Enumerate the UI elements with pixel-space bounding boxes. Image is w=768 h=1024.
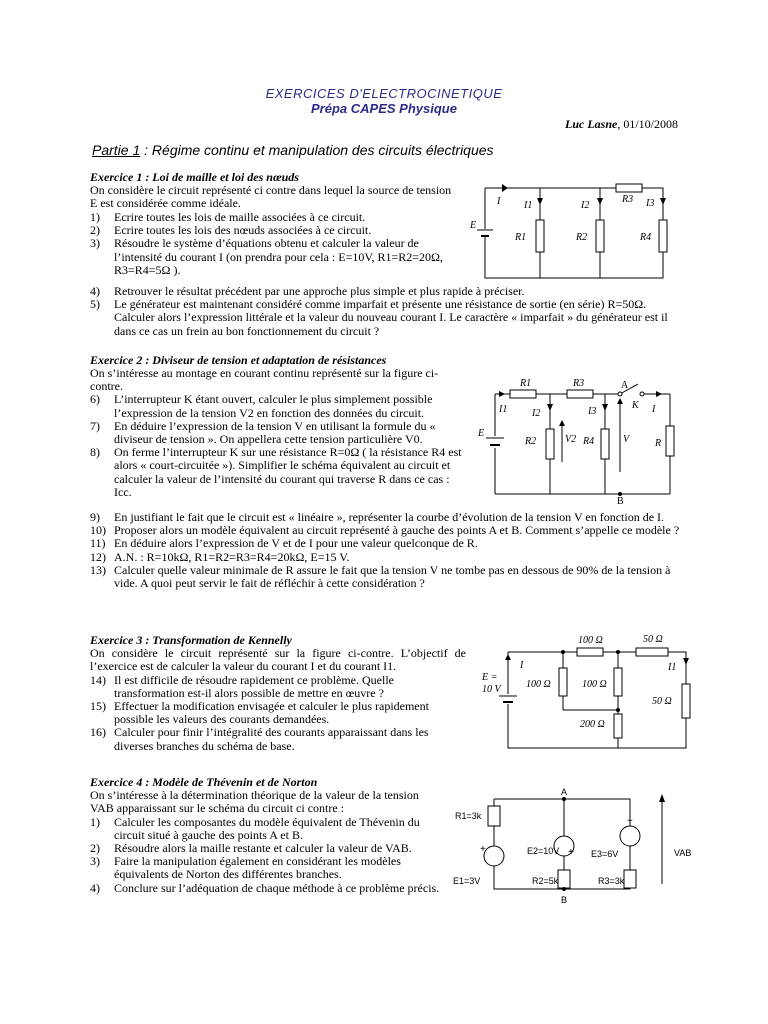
list-text: On ferme l’interrupteur K sur une résistance R=0Ω ( la résistance R4 est alors « court-circuitée »). Simplifier le schéma équivalent au circuit et calculer la valeur de l’intensité du courant qui traverse R dans ce cas : Icc. <box>114 445 462 499</box>
list-item <box>90 816 440 842</box>
ex2-fig-i3: I3 <box>588 406 597 417</box>
ex1-title: Exercice 1 : Loi de maille et loi des nœuds <box>90 170 299 184</box>
ex1-fig-i1: I1 <box>524 200 533 211</box>
ex4-fig-e2: E2=10V <box>527 846 560 856</box>
ex3-fig-i: I <box>520 660 524 671</box>
ex2-fig-r3: R3 <box>573 378 585 389</box>
ex3-text <box>90 634 466 753</box>
ex4-fig-plus1: + <box>480 844 486 855</box>
list-text: Résoudre le système d’équations obtenu et calculer la valeur de l’intensité du courant I (on prendra pour cela : E=10V, R1=R2=20Ω, R3=R4=5Ω ). <box>114 236 443 277</box>
list-number: 16) <box>90 725 106 740</box>
ex2-fig-i: I <box>652 404 656 415</box>
list-number: 15) <box>90 699 106 714</box>
list-number: 14) <box>90 672 106 687</box>
list-number: 4) <box>90 284 100 298</box>
ex4-intro: On s’intéresse à la détermination théorique de la valeur de la tension VAB apparaissant sur le schéma du circuit ci contre : <box>90 788 419 816</box>
ex4-fig-plus2: + <box>568 847 574 858</box>
list-item <box>90 298 680 338</box>
ex1-fig-e: E <box>470 220 477 231</box>
ex2-fig-r4: R4 <box>583 436 595 447</box>
list-text: En déduire l’expression de la tension V en utilisant la formule du « diviseur de tension ». On appellera cette tension particulière V0. <box>114 418 436 447</box>
ex4-title: Exercice 4 : Modèle de Thévenin et de Norton <box>90 775 318 789</box>
list-item <box>90 700 466 726</box>
ex2-title: Exercice 2 : Diviseur de tension et adaptation de résistances <box>90 353 387 367</box>
ex3-fig-50a: 50 Ω <box>643 634 663 645</box>
list-number: 5) <box>90 297 100 312</box>
list-item <box>90 393 462 419</box>
list-item <box>90 564 680 590</box>
list-number: 13) <box>90 562 106 577</box>
ex4-fig-b: B <box>561 895 568 905</box>
list-text: Calculer les composantes du modèle équivalent de Thévenin du circuit situé à gauche des points A et B. <box>114 814 420 842</box>
list-number: 3) <box>90 236 100 251</box>
part-text: : Régime continu et manipulation des circuits électriques <box>140 142 494 158</box>
ex2-fig-v: V <box>623 434 630 445</box>
list-text: Il est difficile de résoudre rapidement ce problème. Quelle transformation est-il alors possible de mettre en œuvre ? <box>114 672 394 700</box>
ex4-circuit <box>452 784 716 908</box>
list-number: 10) <box>90 523 106 538</box>
ex2-text-b <box>90 511 680 590</box>
ex1-fig-r1: R1 <box>515 232 527 243</box>
list-item <box>90 420 462 446</box>
ex1-fig-r4: R4 <box>640 232 652 243</box>
ex2-fig-r1: R1 <box>520 378 532 389</box>
ex2-fig-i2: I2 <box>532 408 541 419</box>
list-text: Calculer pour finir l’intégralité des courants apparaissant dans les diverses branches du schéma de base. <box>114 725 429 753</box>
list-text: Calculer quelle valeur minimale de R assure le fait que la tension V ne tombe pas en dessous de 90% de la tension à vide. A quoi peut servir le fait de réfléchir à cette considération ? <box>114 562 671 591</box>
ex4-fig-plus3: + <box>627 816 633 827</box>
ex1-list-a <box>90 211 452 277</box>
list-item <box>90 882 440 895</box>
ex4-fig-vab: VAB <box>674 848 692 858</box>
ex1-circuit <box>460 178 680 288</box>
ex3-fig-100b: 100 Ω <box>526 679 551 690</box>
ex1-intro: On considère le circuit représenté ci contre dans lequel la source de tension E est considérée comme idéale. <box>90 183 452 211</box>
ex4-fig-a: A <box>561 787 568 797</box>
ex2-fig-a: A <box>621 380 629 391</box>
ex1-arrow-i <box>502 184 508 192</box>
author-date: , 01/10/2008 <box>617 117 678 131</box>
ex2-circuit <box>470 374 690 506</box>
list-text: A.N. : R=10kΩ, R1=R2=R3=R4=20kΩ, E=15 V. <box>114 549 350 564</box>
ex4-fig-r2: R2=5k <box>532 876 559 886</box>
author-line <box>565 117 678 132</box>
ex1-fig-r2: R2 <box>576 232 588 243</box>
ex4-fig-r3: R3=3k <box>598 876 625 886</box>
list-number: 7) <box>90 418 100 433</box>
list-number: 4) <box>90 880 100 895</box>
list-text: En justifiant le fait que le circuit est « linéaire », représenter la courbe d’évolution de la tension V en fonction de I. <box>114 510 665 524</box>
list-text: Résoudre alors la maille restante et calculer la valeur de VAB. <box>114 841 412 856</box>
list-item <box>90 446 462 499</box>
list-text: Faire la manipulation également en considérant les modèles équivalents de Norton des différentes branches. <box>114 854 401 882</box>
doc-subtitle: Prépa CAPES Physique <box>311 101 457 116</box>
list-number: 8) <box>90 445 100 460</box>
doc-title: EXERCICES D'ELECTROCINETIQUE <box>265 86 503 101</box>
ex3-fig-e1: E = <box>482 672 498 683</box>
ex1-fig-r3: R3 <box>622 194 634 205</box>
list-number: 11) <box>90 536 106 551</box>
list-text: Ecrire toutes les lois de maille associées à ce circuit. <box>114 210 366 224</box>
ex1-list-b <box>90 285 680 338</box>
ex4-fig-e1: E1=3V <box>453 876 481 886</box>
ex3-fig-100a: 100 Ω <box>578 635 603 646</box>
ex1-fig-i3: I3 <box>646 198 655 209</box>
ex3-fig-100c: 100 Ω <box>582 679 607 690</box>
list-text: Le générateur est maintenant considéré comme imparfait et présente une résistance de sortie (en série) R=50Ω. Calculer alors l’expression littérale et la valeur du nouveau courant I. Le caractère « imparfait » du générateur est il dans ce cas un frein au bon fonctionnement du circuit ? <box>114 297 668 338</box>
list-text: Effectuer la modification envisagée et calculer le plus rapidement possible les valeurs des courants demandées. <box>114 699 429 727</box>
ex2-text-a <box>90 367 462 499</box>
ex1-text-top <box>90 171 452 211</box>
list-number: 2) <box>90 223 100 238</box>
list-number: 12) <box>90 549 106 564</box>
ex4-fig-r1: R1=3k <box>455 811 482 821</box>
ex3-fig-e2: 10 V <box>482 684 501 695</box>
ex3-fig-200: 200 Ω <box>580 719 605 730</box>
list-number: 1) <box>90 210 100 224</box>
list-item <box>90 674 466 700</box>
list-number: 1) <box>90 814 100 829</box>
part-label: Partie 1 <box>92 142 141 158</box>
ex2-fig-k: K <box>632 400 639 411</box>
ex2-fig-b: B <box>617 496 624 506</box>
ex4-fig-e3: E3=6V <box>591 849 619 859</box>
ex1-fig-i2: I2 <box>581 200 590 211</box>
ex3-circuit <box>478 630 698 755</box>
ex2-fig-v2: V2 <box>565 434 577 445</box>
list-text: Conclure sur l’adéquation de chaque méthode à ce problème précis. <box>114 880 440 895</box>
ex2-fig-r2: R2 <box>525 436 537 447</box>
ex2-intro: On s’intéresse au montage en courant continu représenté sur la figure ci-contre. <box>90 366 439 394</box>
ex1-fig-i: I <box>497 196 501 207</box>
ex4-text <box>90 776 440 895</box>
ex2-fig-e: E <box>478 428 485 439</box>
list-text: Retrouver le résultat précédent par une approche plus simple et plus rapide à préciser. <box>114 284 525 298</box>
ex2-fig-i1: I1 <box>499 404 508 415</box>
ex3-title: Exercice 3 : Transformation de Kennelly <box>90 633 292 647</box>
list-item <box>90 855 440 881</box>
ex3-intro: On considère le circuit représenté sur la figure ci-contre. L’objectif de l’exercice est de calculer la valeur du courant I et du courant I1. <box>90 646 466 674</box>
list-number: 2) <box>90 841 100 856</box>
list-text: Proposer alors un modèle équivalent au circuit représenté à gauche des points A et B. Comment s’appelle ce modèle ? <box>114 523 680 538</box>
list-text: En déduire alors l’expression de V et de I pour une valeur quelconque de R. <box>114 536 478 551</box>
list-number: 9) <box>90 510 100 524</box>
list-item <box>90 237 452 277</box>
list-number: 6) <box>90 392 100 407</box>
author-name: Luc Lasne <box>564 117 618 131</box>
list-text: Ecrire toutes les lois des nœuds associées à ce circuit. <box>114 223 372 238</box>
list-item <box>90 726 466 752</box>
ex3-fig-50b: 50 Ω <box>652 696 672 707</box>
ex3-fig-i1: I1 <box>668 662 677 673</box>
part-heading <box>92 142 494 158</box>
ex2-fig-r: R <box>655 438 662 449</box>
list-number: 3) <box>90 854 100 869</box>
list-text: L’interrupteur K étant ouvert, calculer le plus simplement possible l’expression de la tension V2 en fonction des données du circuit. <box>114 392 433 420</box>
